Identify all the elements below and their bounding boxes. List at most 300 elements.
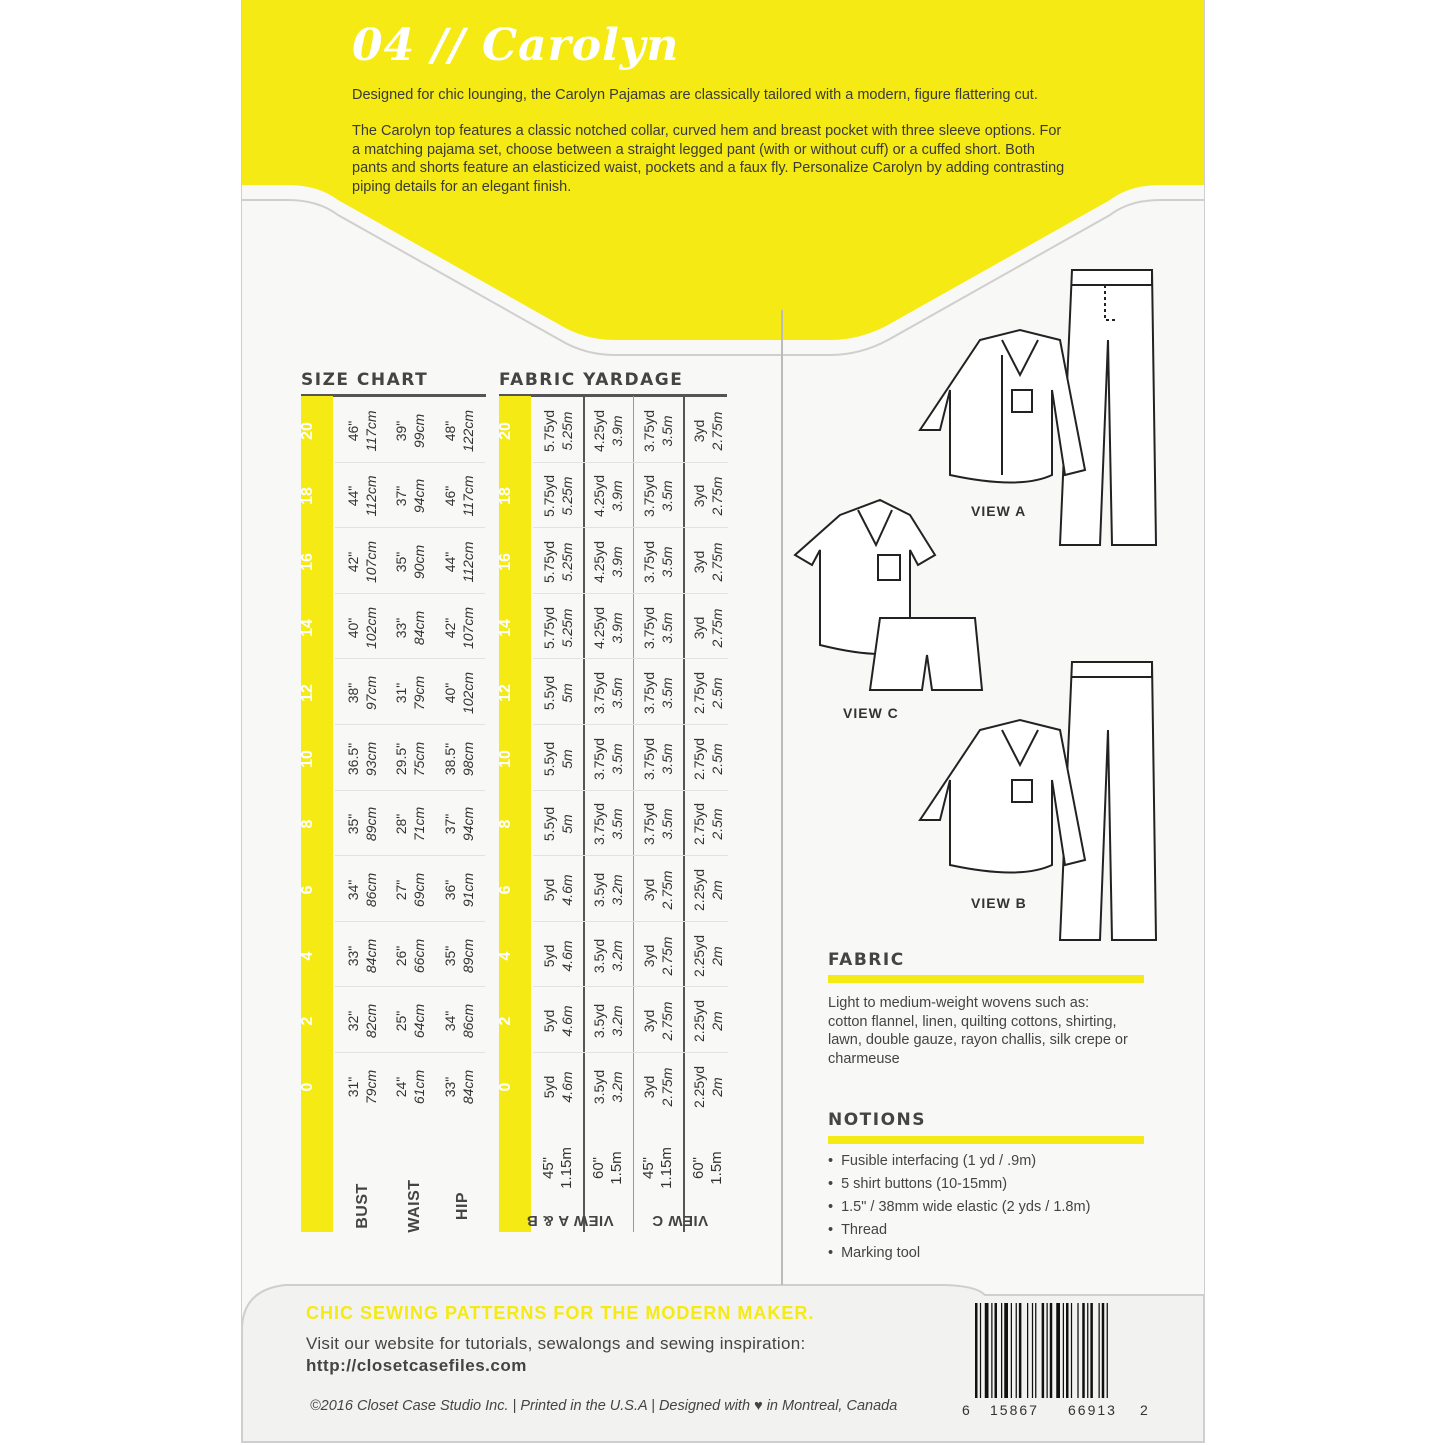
yardage-cell-line: 3.75yd bbox=[641, 409, 657, 452]
measurement-cell-line: 122cm bbox=[460, 409, 476, 452]
yardage-cell-line: 5.25m bbox=[559, 608, 575, 648]
yardage-cell-line: 2.75m bbox=[659, 1001, 675, 1041]
yardage-cell bbox=[640, 662, 676, 724]
yardage-cell bbox=[640, 597, 676, 659]
yardage-cell bbox=[540, 793, 576, 855]
yardage-cell bbox=[540, 925, 576, 987]
size-chart-heading: SIZE CHART bbox=[301, 370, 429, 390]
yardage-cell-line: 2.75m bbox=[709, 411, 725, 451]
barcode-bar bbox=[975, 1303, 978, 1398]
yardage-cell-line: 3.9m bbox=[609, 546, 625, 578]
yardage-cell-line: 3.75yd bbox=[591, 737, 607, 780]
yardage-cell-line: 5m bbox=[559, 749, 575, 769]
fabric-width-line: 45" bbox=[640, 1157, 657, 1180]
row-separator bbox=[533, 724, 728, 725]
notion-item: • Fusible interfacing (1 yd / .9m) bbox=[828, 1152, 1090, 1175]
fabric-width-line: 60" bbox=[590, 1157, 607, 1180]
yardage-cell bbox=[590, 465, 626, 527]
row-separator bbox=[335, 658, 485, 659]
yardage-cell-line: 4.6m bbox=[559, 940, 575, 972]
measurement-cell-line: 107cm bbox=[363, 540, 379, 584]
yardage-cell-line: 4.25yd bbox=[591, 540, 607, 584]
size-label-line: 18 bbox=[497, 487, 514, 506]
yardage-cell bbox=[540, 531, 576, 593]
yardage-cell-line: 2.75m bbox=[709, 476, 725, 516]
measurement-cell-line: 33" bbox=[442, 1076, 458, 1098]
yardage-cell-line: 3.5m bbox=[609, 808, 625, 840]
yardage-cell bbox=[540, 990, 576, 1052]
yardage-cell-line: 5.75yd bbox=[541, 409, 557, 452]
size-label-line: 6 bbox=[497, 885, 514, 895]
size-label bbox=[497, 925, 533, 987]
measurement-cell bbox=[441, 925, 477, 987]
yardage-cell-line: 5.25m bbox=[559, 476, 575, 516]
yardage-cell-line: 5yd bbox=[541, 944, 557, 967]
size-label-line: 8 bbox=[299, 819, 316, 829]
yardage-cell bbox=[640, 400, 676, 462]
yardage-cell-line: 5.5yd bbox=[541, 807, 557, 842]
measurement-cell bbox=[344, 793, 380, 855]
yardage-cell-line: 3.5m bbox=[659, 415, 675, 447]
yardage-cell-line: 3.75yd bbox=[641, 540, 657, 584]
measurement-cell bbox=[392, 662, 428, 724]
measurement-cell-line: 69cm bbox=[411, 872, 427, 908]
fabric-width-header bbox=[590, 1133, 626, 1203]
size-label-line: 18 bbox=[299, 487, 316, 506]
size-label-line: 16 bbox=[497, 553, 514, 571]
heart-icon: ♥ bbox=[754, 1398, 763, 1414]
measurement-cell bbox=[392, 925, 428, 987]
size-label-line: 8 bbox=[497, 819, 514, 829]
view-c-shorts-icon bbox=[870, 618, 982, 690]
yardage-cell-line: 3yd bbox=[641, 1075, 657, 1099]
size-label-line: 10 bbox=[299, 749, 316, 768]
yardage-cell bbox=[590, 728, 626, 790]
measurement-cell-line: 44" bbox=[442, 551, 458, 573]
yardage-cell-line: 3.2m bbox=[609, 1005, 625, 1037]
row-separator bbox=[335, 462, 485, 463]
measurement-cell-line: 107cm bbox=[460, 606, 476, 649]
yardage-cell bbox=[690, 793, 726, 855]
measurement-cell-line: 84cm bbox=[363, 938, 379, 973]
measurement-cell-line: 99cm bbox=[411, 413, 427, 448]
waist-label: WAIST bbox=[406, 1179, 423, 1233]
barcode-bar bbox=[1077, 1303, 1078, 1398]
yardage-divider bbox=[683, 396, 685, 1232]
yardage-cell-line: 5.25m bbox=[559, 542, 575, 582]
yardage-cell-line: 3yd bbox=[691, 419, 707, 443]
yardage-cell-line: 5yd bbox=[541, 1009, 557, 1033]
size-label bbox=[497, 859, 533, 921]
row-separator bbox=[533, 593, 728, 594]
measurement-cell-line: 33" bbox=[345, 945, 361, 966]
yardage-cell-line: 5yd bbox=[541, 1075, 557, 1099]
yardage-cell-line: 3yd bbox=[691, 550, 707, 574]
measurement-cell-line: 117cm bbox=[460, 475, 476, 517]
view-b-label: VIEW B bbox=[971, 895, 1027, 911]
barcode-digit-4: 2 bbox=[1140, 1402, 1148, 1418]
measurement-cell-line: 79cm bbox=[411, 676, 427, 711]
yardage-cell-line: 3.75yd bbox=[641, 475, 657, 518]
size-label-line: 14 bbox=[299, 618, 316, 637]
yardage-cell-line: 5m bbox=[559, 814, 575, 835]
size-label bbox=[497, 728, 533, 790]
measurement-cell bbox=[344, 531, 380, 593]
measurement-cell bbox=[344, 465, 380, 527]
view-b-shirt-icon bbox=[920, 720, 1085, 873]
barcode-bar bbox=[1063, 1303, 1064, 1398]
intro-line: The Carolyn top features a classic notched collar, curved hem and breast pocket with three sleeve options. For bbox=[352, 123, 1062, 139]
barcode-digits-2: 15867 bbox=[990, 1402, 1039, 1418]
yardage-cell-line: 2.75yd bbox=[691, 803, 707, 846]
pattern-title: 04 // Carolyn bbox=[352, 20, 680, 71]
tagline: CHIC SEWING PATTERNS FOR THE MODERN MAKER. bbox=[306, 1303, 815, 1323]
yardage-cell-line: 5yd bbox=[541, 878, 557, 902]
size-label-line: 0 bbox=[497, 1082, 514, 1092]
yardage-cell-line: 3.5m bbox=[659, 612, 675, 644]
measurement-cell-line: 38.5" bbox=[442, 742, 458, 775]
row-separator bbox=[335, 921, 485, 922]
notion-item: • 5 shirt buttons (10-15mm) bbox=[828, 1175, 1090, 1198]
measurement-cell-line: 117cm bbox=[363, 410, 379, 452]
size-label-line: 14 bbox=[497, 618, 514, 637]
measurement-cell bbox=[344, 1056, 380, 1118]
size-label bbox=[299, 728, 335, 790]
yardage-cell-line: 2.5m bbox=[709, 677, 725, 709]
size-label bbox=[497, 662, 533, 724]
measurement-cell-line: 82cm bbox=[363, 1004, 379, 1039]
measurement-cell bbox=[392, 400, 428, 462]
fabric-width-header bbox=[690, 1133, 726, 1203]
yardage-cell bbox=[690, 728, 726, 790]
fabric-line: cotton flannel, linen, quilting cottons, shirting, bbox=[828, 1013, 1117, 1030]
row-separator bbox=[533, 1052, 728, 1053]
fabric-line: Light to medium-weight wovens such as: bbox=[828, 995, 1090, 1011]
yardage-cell-line: 2m bbox=[709, 1077, 725, 1097]
size-label-line: 20 bbox=[299, 421, 316, 440]
row-separator bbox=[335, 1052, 485, 1053]
copyright-line bbox=[310, 1398, 897, 1414]
yardage-cell bbox=[640, 925, 676, 987]
yardage-cell bbox=[590, 531, 626, 593]
measurement-cell-line: 32" bbox=[345, 1010, 361, 1032]
barcode-bar bbox=[1004, 1303, 1008, 1398]
yardage-cell-line: 2.75m bbox=[659, 870, 675, 910]
barcode-digits-3: 66913 bbox=[1068, 1402, 1117, 1418]
fabric-width-line: 1.5m bbox=[608, 1151, 625, 1185]
yardage-cell-line: 2.25yd bbox=[691, 934, 707, 977]
yardage-cell bbox=[640, 728, 676, 790]
yardage-cell-line: 2.75yd bbox=[691, 737, 707, 780]
measurement-cell bbox=[441, 793, 477, 855]
yardage-cell-line: 3.5m bbox=[659, 808, 675, 840]
yardage-cell-line: 3.9m bbox=[609, 480, 625, 512]
yardage-cell bbox=[590, 1056, 626, 1118]
measurement-cell bbox=[344, 925, 380, 987]
yardage-cell-line: 2.75m bbox=[659, 936, 675, 976]
size-label-line: 12 bbox=[497, 684, 514, 703]
yardage-divider-thin bbox=[633, 396, 634, 1232]
measurement-cell bbox=[392, 465, 428, 527]
copyright-location: in Montreal, Canada bbox=[766, 1398, 898, 1414]
measurement-cell-line: 98cm bbox=[460, 741, 476, 776]
measurement-cell-line: 34" bbox=[442, 1010, 458, 1032]
barcode-bar bbox=[1071, 1303, 1072, 1398]
yardage-cell-line: 3.5m bbox=[659, 677, 675, 709]
barcode-bar bbox=[980, 1303, 981, 1398]
fabric-line: charmeuse bbox=[828, 1050, 900, 1067]
yardage-cell-line: 3.9m bbox=[609, 415, 625, 447]
size-label bbox=[497, 990, 533, 1052]
yardage-cell-line: 5.75yd bbox=[541, 475, 557, 518]
bust-label: BUST bbox=[354, 1183, 371, 1229]
size-label bbox=[299, 465, 335, 527]
yardage-cell bbox=[690, 597, 726, 659]
yardage-cell-line: 3.75yd bbox=[641, 606, 657, 649]
view-a-pants-icon bbox=[1060, 270, 1156, 545]
yardage-cell-line: 4.25yd bbox=[591, 475, 607, 518]
yardage-cell-line: 3.5m bbox=[609, 677, 625, 709]
measurement-cell-line: 29.5" bbox=[393, 742, 409, 775]
measurement-cell-line: 79cm bbox=[363, 1069, 379, 1104]
yardage-cell bbox=[540, 728, 576, 790]
size-label bbox=[497, 597, 533, 659]
yardage-cell bbox=[590, 793, 626, 855]
waist-label-wrap bbox=[392, 1160, 438, 1260]
barcode-bar bbox=[985, 1303, 989, 1398]
yardage-cell bbox=[640, 1056, 676, 1118]
yardage-cell-line: 3.5yd bbox=[591, 872, 607, 908]
measurement-cell bbox=[392, 1056, 428, 1118]
measurement-cell-line: 35" bbox=[442, 945, 458, 966]
size-label-line: 2 bbox=[299, 1016, 316, 1026]
measurement-cell bbox=[441, 597, 477, 659]
yardage-cell-line: 2.75m bbox=[659, 1067, 675, 1107]
measurement-cell-line: 42" bbox=[442, 617, 458, 638]
yardage-divider bbox=[583, 396, 585, 1232]
size-label bbox=[299, 400, 335, 462]
barcode-bars bbox=[975, 1303, 1108, 1398]
view-ab-label: VIEW A & B bbox=[526, 1212, 614, 1229]
measurement-cell-line: 48" bbox=[442, 420, 458, 442]
row-separator bbox=[335, 593, 485, 594]
yardage-cell-line: 3.2m bbox=[609, 874, 625, 906]
measurement-cell bbox=[441, 662, 477, 724]
barcode-bar bbox=[1056, 1303, 1060, 1398]
view-c-illustration bbox=[795, 500, 982, 690]
fabric-rule bbox=[828, 975, 1144, 983]
fabric-width-header bbox=[640, 1133, 676, 1203]
yardage-cell-line: 3yd bbox=[641, 944, 657, 967]
size-label bbox=[497, 531, 533, 593]
yardage-cell-line: 4.6m bbox=[559, 1005, 575, 1037]
yardage-cell-line: 3.75yd bbox=[641, 737, 657, 780]
view-b-illustration bbox=[920, 662, 1156, 940]
measurement-cell bbox=[392, 990, 428, 1052]
row-separator bbox=[533, 527, 728, 528]
size-label bbox=[497, 1056, 533, 1118]
barcode-bar bbox=[995, 1303, 998, 1398]
yardage-cell-line: 3.2m bbox=[609, 940, 625, 972]
notions-list bbox=[828, 1152, 1090, 1267]
notions-rule bbox=[828, 1136, 1144, 1144]
yardage-cell bbox=[690, 531, 726, 593]
barcode-bar bbox=[991, 1303, 992, 1398]
barcode-bar bbox=[1107, 1303, 1108, 1398]
measurement-cell-line: 37" bbox=[393, 486, 409, 507]
yardage-cell-line: 3.75yd bbox=[641, 672, 657, 715]
size-label bbox=[497, 465, 533, 527]
size-label bbox=[299, 859, 335, 921]
barcode-bar bbox=[1016, 1303, 1017, 1398]
row-separator bbox=[533, 855, 728, 856]
yardage-cell-line: 3.5yd bbox=[591, 1069, 607, 1104]
barcode-bar bbox=[1066, 1303, 1069, 1398]
yardage-cell-line: 4.6m bbox=[559, 874, 575, 906]
yardage-cell-line: 3.5yd bbox=[591, 1004, 607, 1039]
yardage-cell-line: 2.5m bbox=[709, 808, 725, 840]
intro-line: pants and shorts feature an elasticized waist, pockets and a faux fly. Personalize Carolyn by adding contrasting bbox=[352, 160, 1065, 176]
measurement-cell-line: 89cm bbox=[363, 807, 379, 842]
measurement-cell-line: 31" bbox=[393, 682, 409, 704]
measurement-cell-line: 25" bbox=[393, 1010, 409, 1032]
measurement-cell bbox=[344, 400, 380, 462]
yardage-cell-line: 2.25yd bbox=[691, 1000, 707, 1043]
size-label bbox=[299, 925, 335, 987]
fabric-width-line: 60" bbox=[690, 1157, 707, 1180]
yardage-cell bbox=[690, 1056, 726, 1118]
notion-item: • 1.5" / 38mm wide elastic (2 yds / 1.8m) bbox=[828, 1198, 1090, 1221]
yardage-cell bbox=[640, 990, 676, 1052]
view-c-illustration-label: VIEW C bbox=[843, 705, 899, 721]
barcode-bar bbox=[1102, 1303, 1105, 1398]
barcode-bar bbox=[1035, 1303, 1036, 1398]
size-label bbox=[497, 400, 533, 462]
measurement-cell-line: 42" bbox=[345, 551, 361, 573]
yardage-cell-line: 4.6m bbox=[559, 1071, 575, 1103]
row-separator bbox=[533, 658, 728, 659]
measurement-cell-line: 71cm bbox=[411, 807, 427, 842]
measurement-cell-line: 112cm bbox=[460, 541, 476, 583]
barcode-bar bbox=[1090, 1303, 1093, 1398]
fabric-width-line: 1.15m bbox=[558, 1147, 575, 1189]
yardage-cell-line: 2.75m bbox=[709, 542, 725, 582]
measurement-cell-line: 97cm bbox=[363, 676, 379, 711]
measurement-cell-line: 94cm bbox=[411, 479, 427, 514]
yardage-cell-line: 3.5m bbox=[659, 480, 675, 512]
intro-paragraph-2 bbox=[352, 122, 1092, 196]
measurement-cell-line: 86cm bbox=[460, 1004, 476, 1039]
yardage-cell-line: 5.75yd bbox=[541, 540, 557, 584]
measurement-cell bbox=[441, 531, 477, 593]
measurement-cell bbox=[392, 597, 428, 659]
yardage-cell-line: 2.75m bbox=[709, 608, 725, 648]
size-label-line: 2 bbox=[497, 1016, 514, 1026]
yardage-cell-line: 3.9m bbox=[609, 612, 625, 644]
measurement-cell-line: 46" bbox=[345, 420, 361, 442]
measurement-cell bbox=[344, 662, 380, 724]
yardage-cell-line: 3yd bbox=[641, 878, 657, 902]
yardage-cell bbox=[540, 859, 576, 921]
measurement-cell-line: 24" bbox=[393, 1076, 409, 1098]
size-label-line: 0 bbox=[299, 1082, 316, 1092]
measurement-cell-line: 34" bbox=[345, 879, 361, 901]
intro-line: a matching pajama set, choose between a straight legged pant (with or without cuff) or a cuffed short. Both bbox=[352, 141, 1035, 158]
measurement-cell-line: 36.5" bbox=[345, 742, 361, 775]
measurement-cell bbox=[441, 728, 477, 790]
measurement-cell-line: 61cm bbox=[411, 1069, 427, 1104]
barcode-bar bbox=[1047, 1303, 1048, 1398]
yardage-cell-line: 5.5yd bbox=[541, 741, 557, 776]
yardage-cell-line: 3.75yd bbox=[641, 803, 657, 846]
measurement-cell-line: 102cm bbox=[460, 672, 476, 715]
yardage-cell bbox=[540, 597, 576, 659]
website-link[interactable]: http://closetcasefiles.com bbox=[306, 1356, 527, 1375]
yardage-cell-line: 2.25yd bbox=[691, 1065, 707, 1108]
measurement-cell-line: 93cm bbox=[363, 741, 379, 776]
view-c-label: VIEW C bbox=[651, 1212, 709, 1229]
measurement-cell-line: 35" bbox=[393, 551, 409, 573]
fabric-width-header bbox=[540, 1133, 576, 1203]
yardage-cell bbox=[640, 465, 676, 527]
barcode-bar bbox=[1042, 1303, 1045, 1398]
row-separator bbox=[335, 790, 485, 791]
yardage-cell-line: 2.75yd bbox=[691, 672, 707, 715]
measurement-cell-line: 75cm bbox=[411, 741, 427, 776]
size-label-line: 4 bbox=[497, 951, 514, 961]
measurement-cell-line: 36" bbox=[442, 879, 458, 901]
yardage-cell-line: 3.5yd bbox=[591, 938, 607, 973]
fabric-heading: FABRIC bbox=[828, 950, 905, 970]
visit-text: Visit our website for tutorials, sewalongs and sewing inspiration: bbox=[306, 1334, 806, 1353]
size-label bbox=[299, 597, 335, 659]
size-label bbox=[497, 793, 533, 855]
measurement-cell-line: 46" bbox=[442, 486, 458, 507]
measurement-cell-line: 44" bbox=[345, 486, 361, 507]
barcode-bar bbox=[1032, 1303, 1033, 1398]
barcode-bar bbox=[1011, 1303, 1012, 1398]
yardage-cell-line: 3.2m bbox=[609, 1071, 625, 1103]
measurement-cell bbox=[392, 859, 428, 921]
fabric-width-line: 1.15m bbox=[658, 1147, 675, 1189]
yardage-cell bbox=[540, 400, 576, 462]
garment-illustrations bbox=[790, 260, 1200, 960]
intro-paragraph-1: Designed for chic lounging, the Carolyn Pajamas are classically tailored with a modern, figure flattering cut. bbox=[352, 87, 1038, 103]
measurement-cell bbox=[392, 531, 428, 593]
measurement-cell-line: 84cm bbox=[411, 610, 427, 645]
yardage-cell bbox=[640, 531, 676, 593]
yardage-cell-line: 5.25m bbox=[559, 411, 575, 451]
row-separator bbox=[533, 790, 728, 791]
measurement-cell bbox=[392, 728, 428, 790]
measurement-cell-line: 31" bbox=[345, 1076, 361, 1098]
yardage-cell-line: 4.25yd bbox=[591, 409, 607, 452]
yardage-cell-line: 2m bbox=[709, 880, 725, 900]
yardage-cell bbox=[690, 990, 726, 1052]
yardage-cell bbox=[590, 990, 626, 1052]
size-label bbox=[299, 662, 335, 724]
hip-label-wrap bbox=[440, 1160, 486, 1260]
measurement-cell-line: 38" bbox=[345, 682, 361, 704]
measurement-cell bbox=[392, 793, 428, 855]
row-separator bbox=[335, 527, 485, 528]
row-separator bbox=[533, 986, 728, 987]
yardage-cell-line: 2.5m bbox=[709, 743, 725, 775]
yardage-cell bbox=[540, 662, 576, 724]
measurement-cell-line: 26" bbox=[393, 945, 409, 966]
copyright-text: ©2016 Closet Case Studio Inc. | Printed in the U.S.A | Designed with bbox=[310, 1398, 751, 1414]
yardage-cell bbox=[540, 465, 576, 527]
